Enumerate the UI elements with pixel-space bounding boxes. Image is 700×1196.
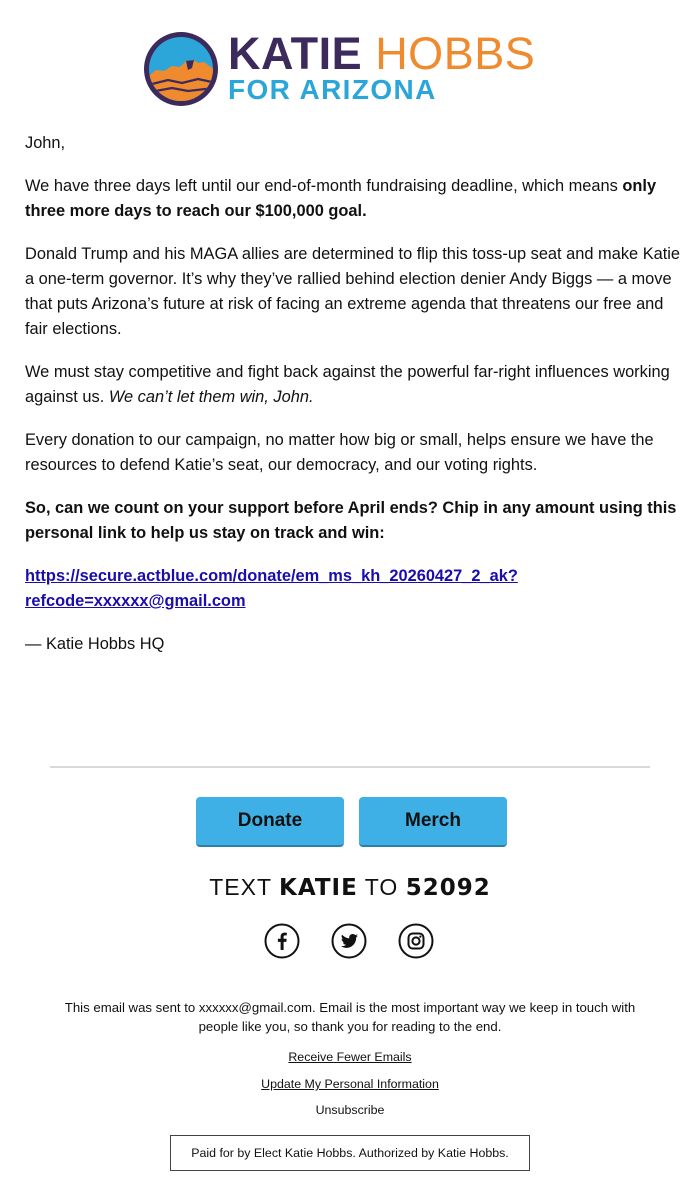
logo-subtitle: FOR ARIZONA (228, 74, 437, 105)
text-cta-to: TO (357, 874, 406, 900)
merch-button[interactable]: Merch (359, 797, 507, 847)
logo-last-name: HOBBS (375, 28, 536, 79)
paragraph-competitive (25, 360, 685, 410)
campaign-logo (140, 28, 580, 110)
twitter-icon[interactable] (331, 923, 367, 959)
paragraph-deadline-text: We have three days left until our end-of-month fundraising deadline, which means (25, 177, 623, 195)
email-body (25, 131, 685, 675)
paragraph-trump: Donald Trump and his MAGA allies are determined to flip this toss-up seat and make Katie a one-term governor. It’s why they’ve rallied behind election denier Andy Biggs — a move that puts Arizona’s future at risk of facing an extreme agenda that threatens our free and fair elections. (25, 245, 681, 338)
unsubscribe-row (0, 1102, 700, 1118)
paid-for-disclaimer: Paid for by Elect Katie Hobbs. Authorized by Katie Hobbs. (170, 1135, 530, 1171)
donate-link-paragraph (25, 564, 685, 614)
facebook-icon[interactable] (264, 923, 300, 959)
greeting: John, (25, 134, 66, 152)
divider (50, 766, 650, 768)
donate-button[interactable]: Donate (196, 797, 344, 847)
paragraph-deadline-bold: only three more days to reach our $100,000 goal. (25, 177, 657, 220)
donate-link[interactable] (25, 567, 518, 610)
paragraph-deadline (25, 174, 685, 224)
logo-first-name: KATIE (228, 28, 363, 79)
donate-link-line2: refcode=xxxxxx@gmail.com (25, 592, 246, 610)
receive-fewer-emails-row (0, 1049, 700, 1065)
text-cta-keyword: KATIE (279, 875, 358, 901)
instagram-icon[interactable] (398, 923, 434, 959)
unsubscribe-link[interactable]: Unsubscribe (315, 1103, 385, 1117)
paragraph-ask: So, can we count on your support before April ends? Chip in any amount using this personal link to help us stay on track and win: (25, 499, 677, 542)
donate-link-line1: https://secure.actblue.com/donate/em_ms_kh_20260427_2_ak? (25, 567, 518, 585)
logo-name (228, 30, 535, 78)
receive-fewer-emails-link[interactable]: Receive Fewer Emails (288, 1050, 412, 1064)
paragraph-donation: Every donation to our campaign, no matter how big or small, helps ensure we have the resources to defend Katie’s seat, our democracy, and our voting rights. (25, 431, 654, 474)
paragraph-competitive-text: We must stay competitive and fight back against the powerful far-right influences working against us. (25, 363, 670, 406)
update-personal-info-link[interactable]: Update My Personal Information (261, 1077, 439, 1091)
text-cta-prefix: TEXT (209, 874, 280, 900)
update-info-row (0, 1076, 700, 1092)
arizona-mesa-logo-icon (142, 30, 220, 108)
footer-note: This email was sent to xxxxxx@gmail.com. Email is the most important way we keep in touch with people like you, so thank you for reading to the end. (64, 1000, 636, 1034)
signoff: — Katie Hobbs HQ (25, 635, 165, 653)
paragraph-competitive-italic: We can’t let them win, John. (108, 388, 314, 406)
text-cta-number: 52092 (405, 875, 491, 901)
text-to-donate (0, 872, 700, 903)
